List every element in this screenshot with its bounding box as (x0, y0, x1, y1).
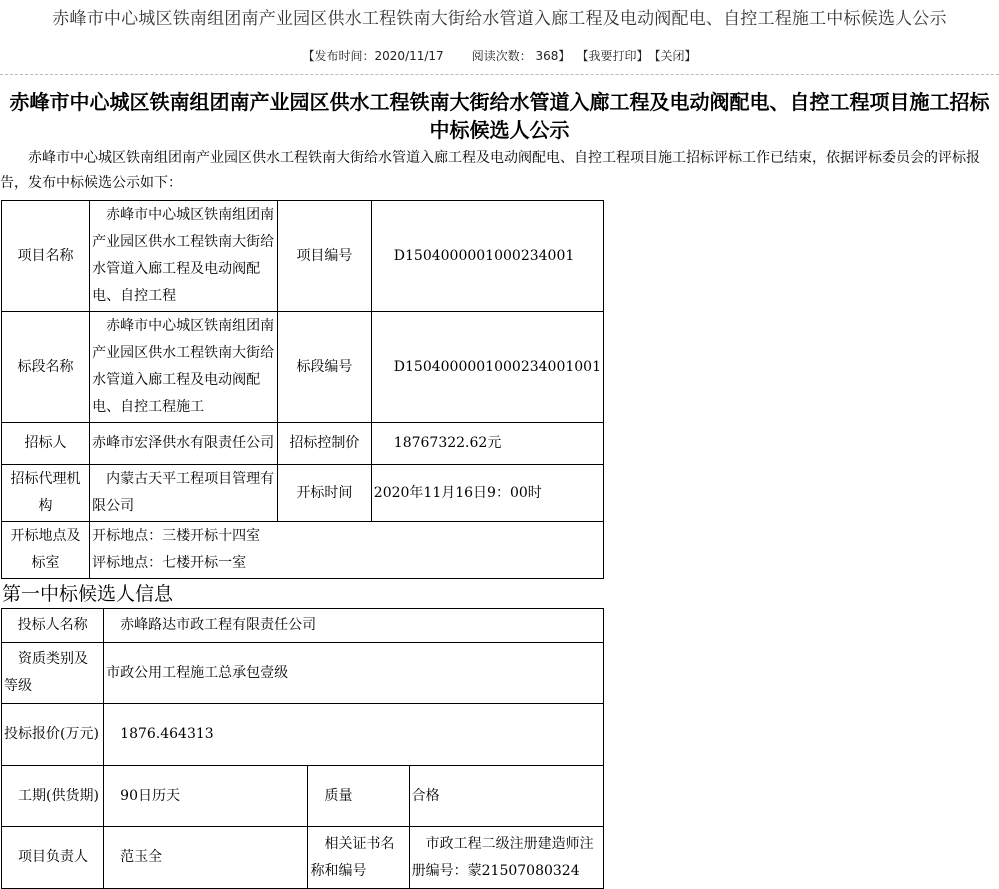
cert-label: 相关证书名称和编号 (308, 827, 409, 889)
table-row (2, 766, 604, 827)
section-name-value: 赤峰市中心城区铁南组团南产业园区供水工程铁南大街给水管道入廊工程及电动阀配电、自控工程施工 (90, 312, 278, 423)
table-row (2, 312, 604, 423)
control-price-value: 18767322.62元 (371, 423, 603, 465)
page-top-title: 赤峰市中心城区铁南组团南产业园区供水工程铁南大街给水管道入廊工程及电动阀配电、自控工程施工中标候选人公示 (52, 9, 947, 29)
tenderer-value: 赤峰市宏泽供水有限责任公司 (90, 423, 278, 465)
qual-value: 市政公用工程施工总承包壹级 (104, 643, 604, 704)
bidder-label: 投标人名称 (2, 609, 104, 643)
bidder-value: 赤峰路达市政工程有限责任公司 (104, 609, 604, 643)
price-label: 投标报价(万元) (2, 704, 104, 766)
period-label: 工期(供货期) (2, 766, 104, 827)
table-row (2, 423, 604, 465)
article-meta (0, 47, 999, 64)
print-link[interactable]: 【我要打印】 (576, 49, 649, 63)
table-row (2, 643, 604, 704)
open-time-label: 开标时间 (278, 465, 372, 522)
section-title: 第一中标候选人信息 (2, 583, 174, 605)
project-no-value: D1504000001000234001 (371, 201, 603, 312)
place-value (90, 522, 604, 579)
project-no-label: 项目编号 (278, 201, 372, 312)
project-name-value: 赤峰市中心城区铁南组团南产业园区供水工程铁南大街给水管道入廊工程及电动阀配电、自控工程 (90, 201, 278, 312)
quality-label: 质量 (308, 766, 409, 827)
manager-label: 项目负责人 (2, 827, 104, 889)
control-price-label: 招标控制价 (278, 423, 372, 465)
table-row (2, 827, 604, 889)
divider (0, 74, 999, 75)
open-time-value: 2020年11月16日9：00时 (371, 465, 603, 522)
section-name-label: 标段名称 (2, 312, 90, 423)
table-row (2, 201, 604, 312)
manager-value: 范玉全 (104, 827, 308, 889)
section-no-label: 标段编号 (278, 312, 372, 423)
cert-value: 市政工程二级注册建造师注册编号：蒙21507080324 (409, 827, 603, 889)
section-no-value: D1504000001000234001001 (371, 312, 603, 423)
agency-value: 内蒙古天平工程项目管理有限公司 (90, 465, 278, 522)
article-heading: 赤峰市中心城区铁南组团南产业园区供水工程铁南大街给水管道入廊工程及电动阀配电、自控工程项目施工招标中标候选人公示 (9, 90, 990, 142)
period-value: 90日历天 (104, 766, 308, 827)
table-row (2, 609, 604, 643)
tenderer-label: 招标人 (2, 423, 90, 465)
candidate-table (1, 608, 604, 889)
table-row (2, 522, 604, 579)
agency-label: 招标代理机构 (2, 465, 90, 522)
open-place: 开标地点：三楼开标十四室 (92, 528, 261, 544)
publish-time: 【发布时间：2020/11/17 (302, 49, 444, 63)
close-link[interactable]: 【关闭】 (648, 49, 697, 63)
table-row (2, 465, 604, 522)
qual-label: 资质类别及等级 (2, 643, 104, 704)
quality-value: 合格 (409, 766, 603, 827)
read-count: 阅读次数： 368】 (471, 49, 571, 63)
article-intro: 赤峰市中心城区铁南组团南产业园区供水工程铁南大街给水管道入廊工程及电动阀配电、自控工程项目施工招标评标工作已结束，依据评标委员会的评标报告，发布中标候选公示如下： (0, 150, 980, 191)
project-info-table (1, 200, 604, 579)
project-name-label: 项目名称 (2, 201, 90, 312)
place-label: 开标地点及标室 (2, 522, 90, 579)
price-value: 1876.464313 (104, 704, 604, 766)
table-row (2, 704, 604, 766)
eval-place: 评标地点：七楼开标一室 (92, 555, 247, 571)
